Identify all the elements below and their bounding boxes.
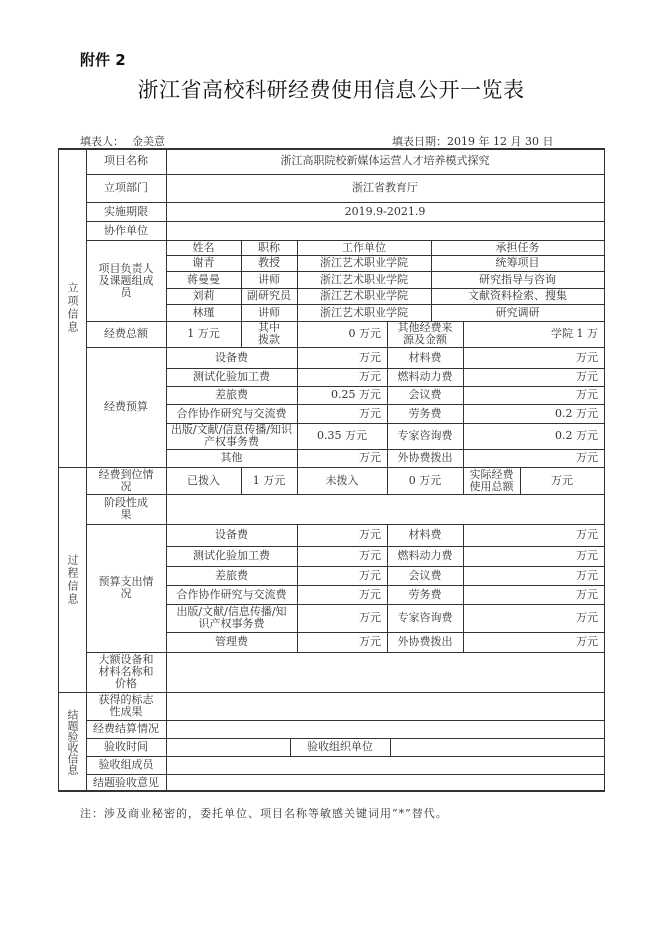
budget-value: 万元 <box>576 388 598 401</box>
budget-item: 材料费 <box>408 350 442 364</box>
budget-value: 0.2 万元 <box>555 406 598 420</box>
equipment-label: 大额设备和材料名称和价格 <box>98 653 154 690</box>
member-unit: 浙江艺术职业学院 <box>320 289 408 302</box>
budget-item: 劳务费 <box>408 406 442 420</box>
arrival-label: 经费到位情况 <box>98 467 154 493</box>
members-header-name: 姓名 <box>192 240 215 254</box>
pending-value: 0 万元 <box>408 473 442 487</box>
other-source-value: 学院 1 万 <box>551 327 598 340</box>
total-value: 1 万元 <box>187 327 220 340</box>
spend-item: 管理费 <box>215 635 248 648</box>
member-name: 林瑾 <box>192 305 215 319</box>
members-header-title: 职称 <box>258 240 280 254</box>
received-label: 已拨入 <box>187 473 220 487</box>
spend-value: 万元 <box>359 635 381 648</box>
stage-label: 阶段性成果 <box>104 496 148 521</box>
spend-item: 测试化验加工费 <box>193 549 270 562</box>
spend-item: 会议费 <box>408 568 442 582</box>
section-closing: 结题验收信息 <box>66 708 79 775</box>
budget-item: 其他 <box>220 451 243 464</box>
accept-members-label: 验收组成员 <box>98 758 154 771</box>
budget-value: 万元 <box>576 451 598 464</box>
budget-item: 合作协作研究与交流费 <box>176 406 287 420</box>
project-name-value: 浙江高职院校新媒体运营人才培养模式探究 <box>280 154 490 167</box>
spend-value: 万元 <box>359 568 381 582</box>
dept-label: 立项部门 <box>104 181 148 194</box>
spend-item: 专家咨询费 <box>397 611 453 624</box>
actual-value: 万元 <box>551 473 573 487</box>
filler-name: 金美意 <box>132 135 165 148</box>
achievement-label: 获得的标志性成果 <box>98 693 154 718</box>
budget-value: 万元 <box>359 350 381 364</box>
accept-org-label: 验收组织单位 <box>307 740 373 753</box>
spend-item: 差旅费 <box>215 568 248 582</box>
budget-value: 万元 <box>359 406 381 420</box>
member-title: 讲师 <box>258 305 280 319</box>
budget-item: 专家咨询费 <box>397 429 453 442</box>
actual-label: 实际经费使用总额 <box>469 467 514 493</box>
other-source-label: 其他经费来源及金额 <box>397 321 453 346</box>
spend-value: 万元 <box>359 611 381 624</box>
member-unit: 浙江艺术职业学院 <box>320 256 408 269</box>
spend-value: 万元 <box>576 528 598 541</box>
period-value: 2019.9-2021.9 <box>344 204 426 218</box>
spend-value: 万元 <box>359 528 381 541</box>
spend-item: 外协费拨出 <box>397 635 453 648</box>
budget-item: 会议费 <box>408 388 442 401</box>
received-value: 1 万元 <box>252 473 286 487</box>
budget-item: 外协费拨出 <box>397 451 453 464</box>
allocated-label: 其中拨款 <box>258 321 280 346</box>
spend-value: 万元 <box>576 549 598 562</box>
allocated-value: 0 万元 <box>348 327 381 340</box>
member-task: 研究调研 <box>495 305 540 319</box>
budget-item: 设备费 <box>215 350 248 364</box>
member-name: 谢青 <box>192 256 215 269</box>
fill-date: 填表日期：2019 年 12 月 30 日 <box>392 135 554 148</box>
budget-value: 万元 <box>359 451 381 464</box>
member-unit: 浙江艺术职业学院 <box>320 305 408 319</box>
coop-value <box>166 221 604 240</box>
filler-label: 填表人： <box>80 135 124 148</box>
spend-item: 材料费 <box>408 528 442 541</box>
project-name-label: 项目名称 <box>104 154 148 167</box>
section-project: 立项信息 <box>66 281 79 334</box>
members-label: 项目负责人及课题组成员 <box>98 261 154 299</box>
spend-value: 万元 <box>359 549 381 562</box>
spend-value: 万元 <box>576 587 598 601</box>
spend-item: 劳务费 <box>408 587 442 601</box>
budget-item: 出版/文献/信息传播/知识产权事务费 <box>170 423 293 448</box>
spend-item: 燃料动力费 <box>397 549 453 562</box>
opinion-label: 结题验收意见 <box>93 775 159 789</box>
spend-value: 万元 <box>359 587 381 601</box>
budget-value: 0.2 万元 <box>555 429 598 442</box>
section-process: 过程信息 <box>66 553 79 606</box>
equipment-value <box>166 652 604 692</box>
settlement-label: 经费结算情况 <box>93 722 159 735</box>
spend-value: 万元 <box>576 611 598 624</box>
member-title: 教授 <box>258 256 280 269</box>
spend-item: 合作协作研究与交流费 <box>176 587 287 601</box>
budget-value: 0.25 万元 <box>331 388 381 401</box>
spend-value: 万元 <box>576 635 598 648</box>
budget-value: 万元 <box>576 370 598 383</box>
budget-item: 测试化验加工费 <box>193 370 270 383</box>
budget-label: 经费预算 <box>104 400 148 413</box>
stage-value <box>166 494 604 524</box>
member-title: 讲师 <box>258 272 280 286</box>
member-task: 研究指导与咨询 <box>479 272 556 286</box>
total-label: 经费总额 <box>104 327 148 340</box>
budget-value: 万元 <box>576 350 598 364</box>
member-task: 统筹项目 <box>495 256 540 269</box>
budget-item: 燃料动力费 <box>397 370 453 383</box>
member-unit: 浙江艺术职业学院 <box>320 272 408 286</box>
budget-value: 万元 <box>359 370 381 383</box>
period-label: 实施期限 <box>104 204 148 218</box>
spend-item: 出版/文献/信息传播/知识产权事务费 <box>176 605 287 630</box>
accept-time-label: 验收时间 <box>104 740 148 753</box>
member-title: 副研究员 <box>247 289 291 302</box>
member-task: 文献资料检索、搜集 <box>468 289 567 302</box>
spend-item: 设备费 <box>215 528 248 541</box>
dept-value: 浙江省教育厅 <box>352 181 418 194</box>
members-header-unit: 工作单位 <box>342 240 386 254</box>
coop-label: 协作单位 <box>104 223 148 237</box>
member-name: 蒋曼曼 <box>187 272 220 286</box>
page-title: 浙江省高校科研经费使用信息公开一览表 <box>137 78 525 102</box>
spend-label: 预算支出情况 <box>98 575 154 600</box>
footnote: 注：涉及商业秘密的，委托单位、项目名称等敏感关键词用“*”替代。 <box>80 807 448 820</box>
members-header-task: 承担任务 <box>495 240 540 254</box>
member-name: 刘莉 <box>192 289 215 302</box>
pending-label: 未拨入 <box>325 473 359 487</box>
budget-value: 0.35 万元 <box>317 429 367 442</box>
budget-item: 差旅费 <box>215 388 248 401</box>
spend-value: 万元 <box>576 568 598 582</box>
attachment-label: 附件 2 <box>80 51 126 69</box>
